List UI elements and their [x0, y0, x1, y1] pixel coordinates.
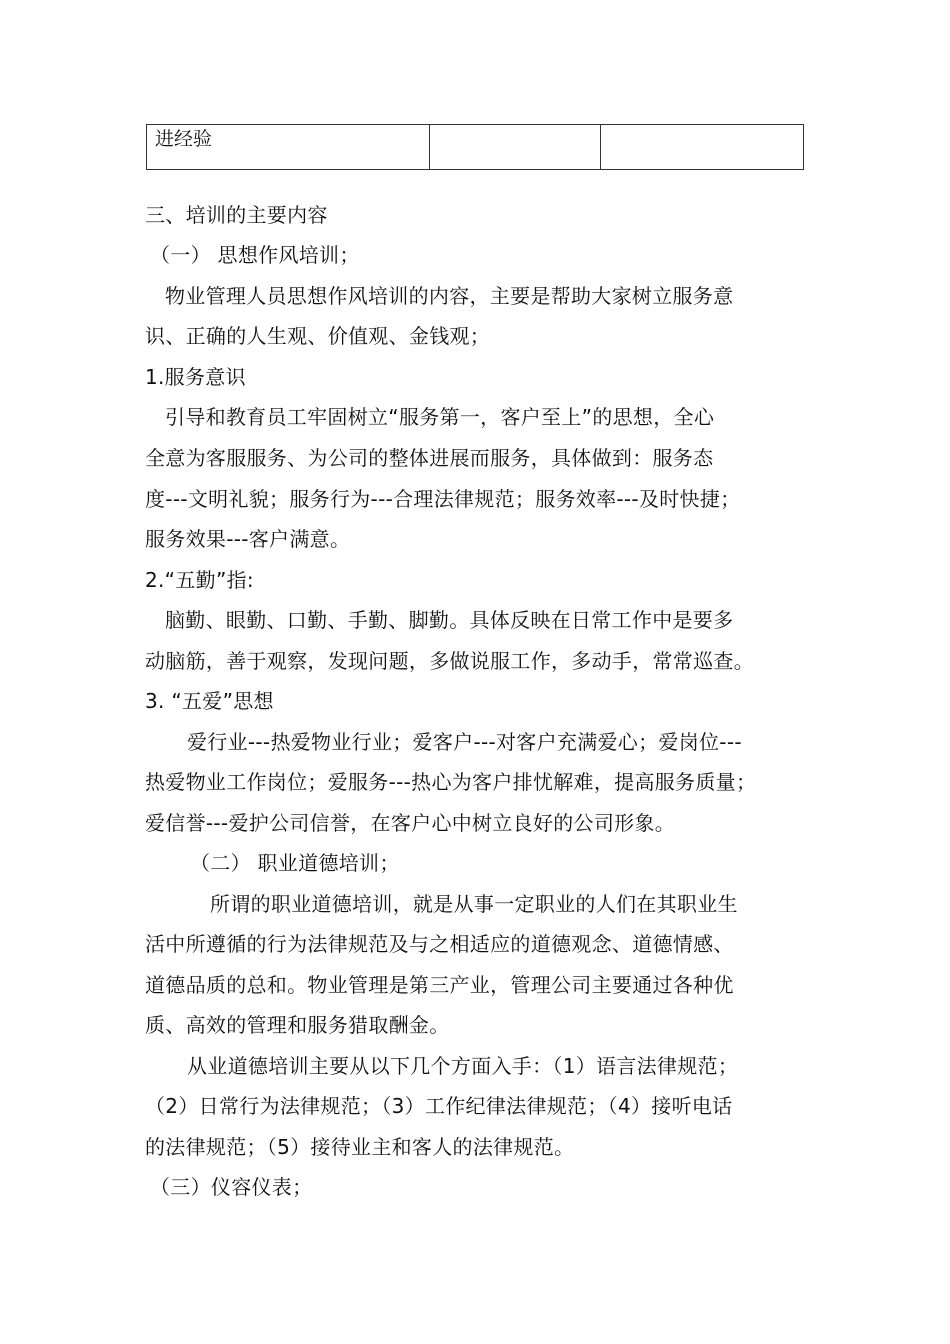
paragraph-line: 物业管理人员思想作风培训的内容，主要是帮助大家树立服务意 [165, 284, 734, 308]
table-cell [430, 125, 601, 170]
continuation-table [146, 124, 804, 170]
paragraph-line: 活中所遵循的行为法律规范及与之相适应的道德观念、道德情感、 [145, 932, 734, 956]
paragraph-line: 热爱物业工作岗位；爱服务---热心为客户排忧解难，提高服务质量； [145, 770, 757, 794]
item-heading-3: 3. “五爱”思想 [145, 689, 274, 713]
paragraph-line: 质、高效的管理和服务猎取酬金。 [145, 1013, 450, 1037]
paragraph-line: 脑勤、眼勤、口勤、手勤、脚勤。具体反映在日常工作中是要多 [165, 608, 734, 632]
paragraph-line: 从业道德培训主要从以下几个方面入手：（1）语言法律规范； [187, 1054, 739, 1078]
paragraph-line: 道德品质的总和。物业管理是第三产业，管理公司主要通过各种优 [145, 973, 734, 997]
paragraph-line: 爱行业---热爱物业行业；爱客户---对客户充满爱心；爱岗位--- [187, 730, 742, 754]
section-title: 三、培训的主要内容 [145, 203, 328, 227]
table-row [147, 125, 804, 170]
item-heading-2: 2.“五勤”指: [145, 568, 254, 592]
paragraph-line: （2）日常行为法律规范；（3）工作纪律法律规范；（4）接听电话 [145, 1094, 733, 1118]
paragraph-line: 的法律规范；（5）接待业主和客人的法律规范。 [145, 1135, 575, 1159]
paragraph-line: 全意为客服服务、为公司的整体进展而服务，具体做到：服务态 [145, 446, 714, 470]
table-cell [601, 125, 804, 170]
paragraph-line: 引导和教育员工牢固树立“服务第一，客户至上”的思想，全心 [165, 405, 715, 429]
paragraph-line: 爱信誉---爱护公司信誉，在客户心中树立良好的公司形象。 [145, 811, 676, 835]
table-cell: 进经验 [147, 125, 430, 170]
paragraph-line: 度---文明礼貌；服务行为---合理法律规范；服务效率---及时快捷； [145, 487, 741, 511]
paragraph-line: 识、正确的人生观、价值观、金钱观； [145, 324, 491, 348]
paragraph-line: 所谓的职业道德培训，就是从事一定职业的人们在其职业生 [210, 892, 738, 916]
item-heading-1: 1.服务意识 [145, 365, 246, 389]
subsection-heading-1: （一） 思想作风培训； [150, 243, 360, 267]
subsection-heading-3: （三）仪容仪表； [150, 1175, 313, 1199]
paragraph-line: 动脑筋，善于观察，发现问题，多做说服工作，多动手，常常巡查。 [145, 649, 754, 673]
paragraph-line: 服务效果---客户满意。 [145, 527, 351, 551]
subsection-heading-2: （二） 职业道德培训； [190, 851, 400, 875]
